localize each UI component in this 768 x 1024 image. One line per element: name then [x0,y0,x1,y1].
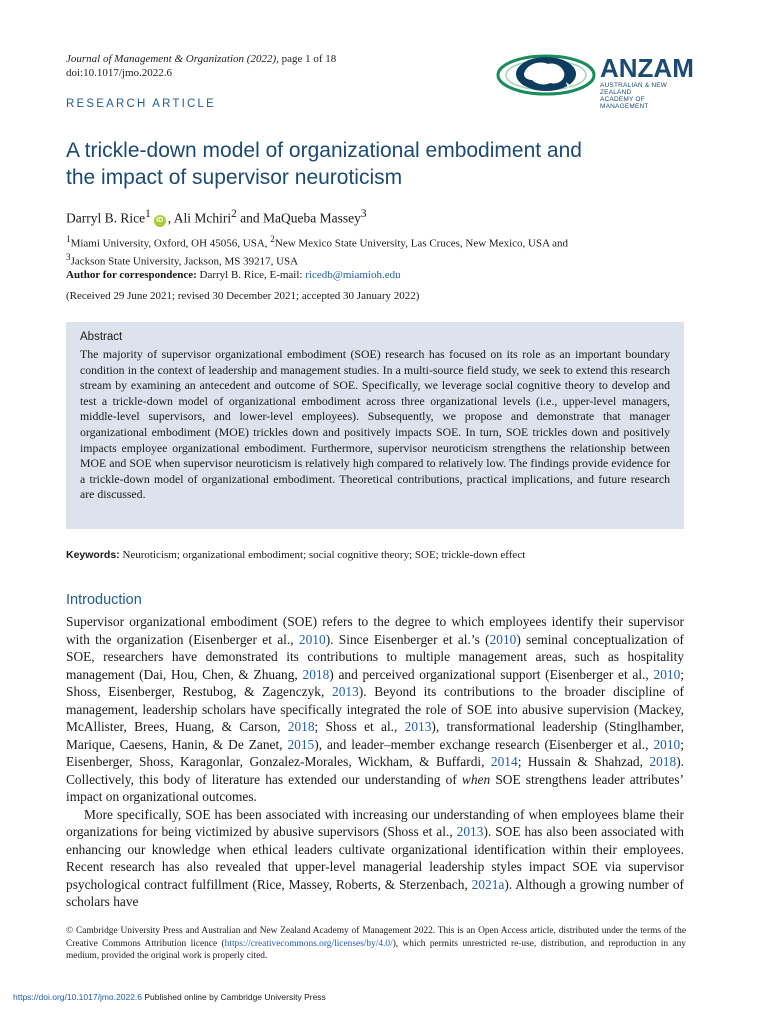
correspondence-email-link[interactable]: ricedb@miamioh.edu [305,269,401,282]
abstract-box [66,322,684,529]
affiliations: $^1$Miami University, Oxford, OH 45056, USA, $^2$New Mexico State University, Las Cruces, New Mexico, USA and $^3$Jackson State University, Jackson, MS 39217, USA Author for correspondence: Darryl B. Rice, E-mail: ricedb@miamioh.edu [66,233,706,283]
anzam-logo [496,52,694,110]
citation-link[interactable]: 2014 [490,754,518,769]
logo-subtitle-2: ACADEMY OF MANAGEMENT [600,96,649,110]
journal-page: , page 1 of 18 [276,53,337,65]
keywords-label: Keywords: [66,549,120,561]
globe-logo-icon [496,52,600,98]
citation-link[interactable]: 2013 [332,684,359,699]
abstract-text: The majority of supervisor organizational embodiment (SOE) research has focused on its role as an important boundary condition in the context of leadership and management studies. In a multi-source field study, we seek to extend this research stream by examining an antecedent and outcome of SOE. Specifically, we leverage social cognitive theory to develop and test a trickle-down model of organizational embodiment across three organizational levels (i.e., upper-level managers, middle-level supervisors, and lower-level employees). Subsequently, we propose and demonstrate that manager organizational embodiment (MOE) trickles down and positively impacts SOE. In turn, SOE trickles down and positively impacts employee organizational embodiment. Furthermore, supervisor neuroticism strengthens the relationship between MOE and SOE when supervisor neuroticism is relatively high compared to relatively low. The findings provide evidence for a trickle-down model of organizational embodiment. Theoretical contributions, practical implications, and future research are discussed. [80,347,670,502]
citation-link[interactable]: 2013 [456,824,484,839]
keywords [66,549,706,561]
citation-link[interactable]: 2018 [649,754,677,769]
doi-link[interactable]: https://doi.org/10.1017/jmo.2022.6 [13,992,143,1002]
abstract-heading: Abstract [80,331,123,343]
citation-link[interactable]: 2021a [471,876,505,892]
title-line-1: A trickle-down model of organizational embodiment and [66,139,582,162]
citation-link[interactable]: 2010 [489,631,517,647]
journal-name: Journal of Management & Organization (2022) [66,53,277,65]
citation-link[interactable]: 2018 [287,719,315,734]
page-footer: https://doi.org/10.1017/jmo.2022.6 Published online by Cambridge University Press [13,992,326,1002]
logo-subtitle-1: AUSTRALIAN & NEW ZEALAND [600,82,668,96]
citation-link[interactable]: 2010 [653,736,681,752]
citation-link[interactable]: 2010 [298,631,326,647]
citation-link[interactable]: 2010 [653,666,681,682]
received-dates: (Received 29 June 2021; revised 30 December 2021; accepted 30 January 2022) [66,290,420,302]
citation-link[interactable]: 2015 [287,736,315,752]
keywords-text: Neuroticism; organizational embodiment; social cognitive theory; SOE; trickle-down effect [119,549,526,561]
paragraph-1: Supervisor organizational embodiment (SOE) refers to the degree to which employees identify their supervisor with the organization (Eisenberger et al., 2010). Since Eisenberger et al.’s (2010) seminal conceptualization of SOE, researchers have demonstrated its contributions to multiple management areas, such as hospitality management (Dai, Hou, Chen, & Zhuang, 2018) and perceived organizational support (Eisenberger et al., 2010; Shoss, Eisenberger, Restubog, & Zagenczyk, 2013). Beyond its contributions to the broader discipline of management, leadership scholars have specifically integrated the role of SOE into abusive supervision (Mackey, McAllister, Brees, Huang, & Carson, 2018; Shoss et al., 2013), transformational leadership (Stinglhamber, Marique, Caesens, Hanin, & De Zanet, 2015), and leader–member exchange research (Eisenberger et al., 2010; Eisenberger, Shoss, Karagonlar, Gonzalez-Morales, Wickham, & Buffardi, 2014; Hussain & Shahzad, 2018). Collectively, this body of literature has extended our understanding of when SOE strengthens leader attributes’ impact on organizational outcomes. [66,614,685,804]
orcid-icon[interactable]: iD [154,215,166,227]
copyright-notice: © Cambridge University Press and Australian and New Zealand Academy of Management 2022. This is an Open Access article, distributed under the terms of the Creative Commons Attribution licence (https://creativecommons.org/licenses/by/4.0/), which permits unrestricted re-use, distribution, and reproduction in any medium, provided the original work is properly cited. [66,926,686,961]
author-mchiri: , Ali Mchiri [167,210,232,226]
license-link[interactable]: https://creativecommons.org/licenses/by/4.0/ [224,938,393,949]
introduction-heading: Introduction [66,592,142,608]
citation-link[interactable]: 2018 [302,666,330,682]
journal-doi: doi:10.1017/jmo.2022.6 [66,67,173,79]
logo-name: ANZAM [600,53,694,83]
article-type: RESEARCH ARTICLE [66,98,217,110]
citation-link[interactable]: 2013 [404,719,432,734]
author-list: Darryl B. Rice$^1$ iD , Ali Mchiri$^2$ and MaQueba Massey$^3$ [66,208,367,226]
correspondence: Author for correspondence: Darryl B. Rice, E-mail: ricedb@miamioh.edu [66,269,401,282]
paragraph-2: More specifically, SOE has been associated with increasing our understanding of when employees blame their organizations for being victimized by abusive supervisors (Shoss et al., 2013). SOE has also been associated with enhancing our knowledge when ethical leaders cultivate organizational identification within their employees. Recent research has also revealed that upper-level managerial leadership styles impact SOE via supervisor psychological contract fulfillment (Rice, Massey, Roberts, & Sterzenbach, 2021a). Although a growing number of scholars have [66,806,684,909]
author-rice[interactable]: Darryl B. Rice [66,210,146,226]
author-massey: and MaQueba Massey [236,210,361,226]
journal-citation [66,52,336,80]
title-line-2: the impact of supervisor neuroticism [66,166,403,189]
introduction-body [66,613,684,911]
article-title [66,137,706,191]
